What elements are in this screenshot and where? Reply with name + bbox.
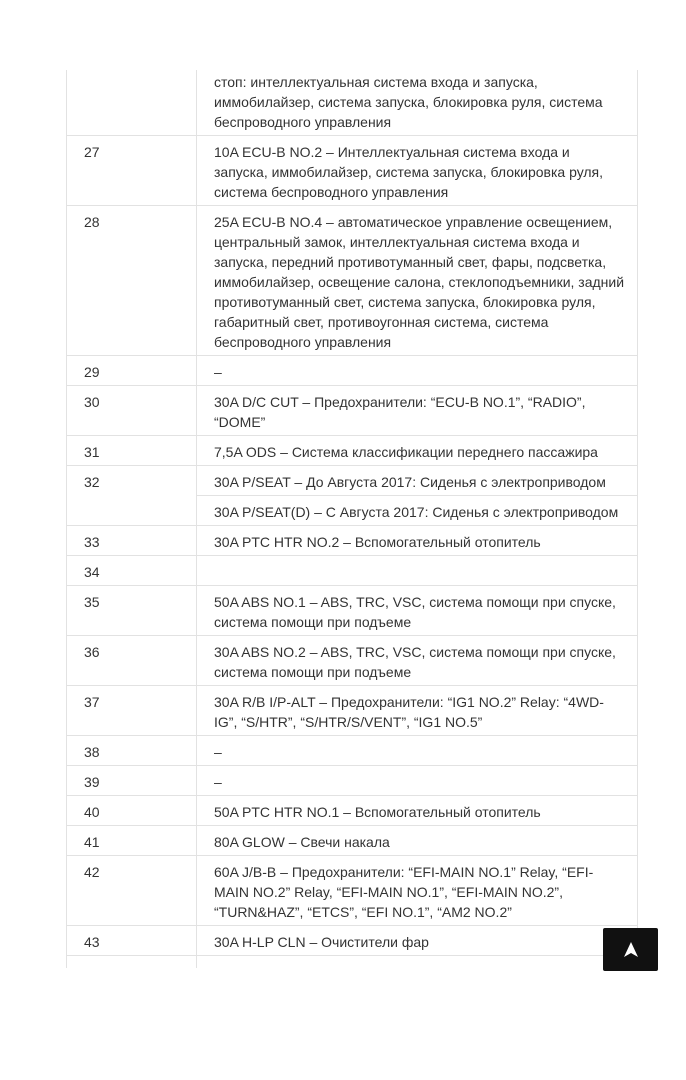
table-row [67, 686, 638, 736]
fuse-description: 10A ECU-B NO.2 – Интеллектуальная система входа и запуска, иммобилайзер, система запуска, блокировка руля, система беспроводного управления [197, 136, 638, 206]
fuse-number: 32 [67, 466, 197, 526]
fuse-number: 39 [67, 766, 197, 796]
fuse-number: 35 [67, 586, 197, 636]
table-row [67, 136, 638, 206]
fuse-number: 30 [67, 386, 197, 436]
table-row [67, 436, 638, 466]
table-row [67, 206, 638, 356]
table-row [67, 956, 638, 969]
table-row [67, 766, 638, 796]
fuse-description: 7,5A ODS – Система классификации переднего пассажира [197, 436, 638, 466]
fuse-number: 28 [67, 206, 197, 356]
table-row [67, 70, 638, 136]
fuse-description [197, 556, 638, 586]
fuse-number: 37 [67, 686, 197, 736]
fuse-description: – [197, 766, 638, 796]
fuse-description: – [197, 736, 638, 766]
table-row [67, 636, 638, 686]
table-row [67, 826, 638, 856]
fuse-description: 30A D/C CUT – Предохранители: “ECU-B NO.1”, “RADIO”, “DOME” [197, 386, 638, 436]
fuse-description: 30A P/SEAT – До Августа 2017: Сиденья с электроприводом [197, 466, 638, 496]
fuse-description: 50A PTC HTR NO.1 – Вспомогательный отопитель [197, 796, 638, 826]
table-row [67, 926, 638, 956]
fuse-description: – [197, 356, 638, 386]
scroll-to-top-button[interactable] [603, 928, 658, 971]
fuse-number: 29 [67, 356, 197, 386]
arrow-up-icon [622, 941, 640, 959]
table-row [67, 556, 638, 586]
fuse-description: 30A R/B I/P-ALT – Предохранители: “IG1 NO.2” Relay: “4WD-IG”, “S/HTR”, “S/HTR/S/VENT”, “IG1 NO.5” [197, 686, 638, 736]
fuse-description: 25A ECU-B NO.4 – автоматическое управление освещением, центральный замок, интеллектуальная система входа и запуска, передний противотуманный свет, фары, подсветка, иммобилайзер, освещение салона, стеклоподъемники, задний противотуманный свет, система запуска, блокировка руля, габаритный свет, противоугонная система, система беспроводного управления [197, 206, 638, 356]
table-row [67, 736, 638, 766]
fuse-description: 30A P/SEAT(D) – С Августа 2017: Сиденья с электроприводом [197, 496, 638, 526]
table-row [67, 796, 638, 826]
fuse-number: 42 [67, 856, 197, 926]
table-row [67, 386, 638, 436]
fuse-number: 38 [67, 736, 197, 766]
table-row [67, 526, 638, 556]
fuse-number: 27 [67, 136, 197, 206]
empty-cell [197, 956, 638, 969]
fuse-number: 43 [67, 926, 197, 956]
fuse-description: 30A PTC HTR NO.2 – Вспомогательный отопитель [197, 526, 638, 556]
fuse-number: 34 [67, 556, 197, 586]
fuse-description: стоп: интеллектуальная система входа и запуска, иммобилайзер, система запуска, блокировка руля, система беспроводного управления [197, 70, 638, 136]
fuse-number: 31 [67, 436, 197, 466]
fuse-description: 80A GLOW – Свечи накала [197, 826, 638, 856]
fuse-description: 50A ABS NO.1 – ABS, TRC, VSC, система помощи при спуске, система помощи при подъеме [197, 586, 638, 636]
fuse-number: 41 [67, 826, 197, 856]
table-row [67, 856, 638, 926]
fuse-number: 33 [67, 526, 197, 556]
fuse-table [66, 70, 638, 968]
fuse-number: 36 [67, 636, 197, 686]
table-row [67, 586, 638, 636]
fuse-description: 30A H-LP CLN – Очистители фар [197, 926, 638, 956]
fuse-description: 30A ABS NO.2 – ABS, TRC, VSC, система помощи при спуске, система помощи при подъеме [197, 636, 638, 686]
fuse-number [67, 70, 197, 136]
fuse-description: 60A J/B-B – Предохранители: “EFI-MAIN NO.1” Relay, “EFI-MAIN NO.2” Relay, “EFI-MAIN NO.1”, “EFI-MAIN NO.2”, “TURN&HAZ”, “ETCS”, “EFI NO.1”, “AM2 NO.2” [197, 856, 638, 926]
fuse-number: 40 [67, 796, 197, 826]
table-row [67, 356, 638, 386]
empty-cell [67, 956, 197, 969]
fuse-table-container [66, 70, 638, 968]
table-row [67, 466, 638, 496]
